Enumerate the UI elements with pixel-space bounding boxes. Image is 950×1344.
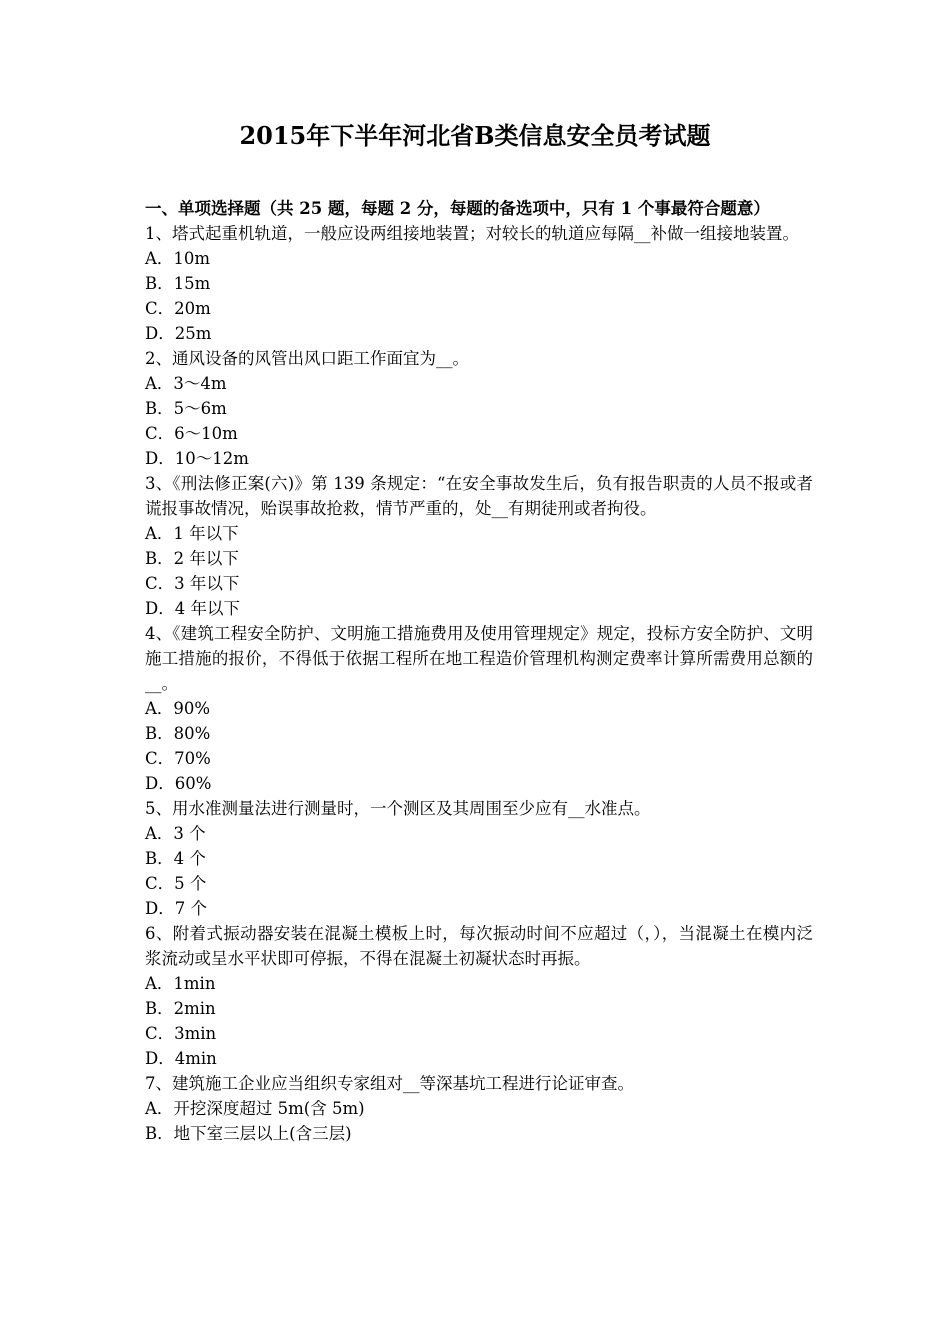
option-a: A．3～4m [145, 374, 227, 393]
question-stem: 2、通风设备的风管出风口距工作面宜为__。 [145, 349, 469, 368]
option-d: D．4 年以下 [145, 599, 240, 618]
question-2 [145, 346, 813, 471]
option-b: B．15m [145, 274, 211, 293]
option-b: B．2min [145, 999, 216, 1018]
question-7 [145, 1071, 813, 1146]
option-b: B．80% [145, 724, 211, 743]
question-stem: 3、《刑法修正案(六)》第 139 条规定：“在安全事故发生后，负有报告职责的人员不报或者谎报事故情况，贻误事故抢救，情节严重的，处__有期徒刑或者拘役。 [145, 474, 813, 518]
question-stem: 7、建筑施工企业应当组织专家组对__等深基坑工程进行论证审查。 [145, 1074, 634, 1093]
option-b: B．2 年以下 [145, 549, 239, 568]
question-5 [145, 796, 813, 921]
option-a: A．1min [145, 974, 216, 993]
option-c: C．5 个 [145, 874, 207, 893]
option-c: C．6～10m [145, 424, 238, 443]
question-stem: 6、附着式振动器安装在混凝土模板上时，每次振动时间不应超过（，），当混凝土在模内泛浆流动或呈水平状即可停振，不得在混凝土初凝状态时再振。 [145, 924, 813, 968]
question-3 [145, 471, 813, 621]
option-d: D．60% [145, 774, 212, 793]
question-stem: 5、用水准测量法进行测量时，一个测区及其周围至少应有__水准点。 [145, 799, 651, 818]
option-c: C．3min [145, 1024, 217, 1043]
option-c: C．3 年以下 [145, 574, 240, 593]
option-b: B．4 个 [145, 849, 206, 868]
option-a: A．3 个 [145, 824, 206, 843]
document-title: 2015年下半年河北省B类信息安全员考试题 [239, 121, 711, 150]
option-d: D．10～12m [145, 449, 249, 468]
option-a: A．90% [145, 699, 211, 718]
section-heading: 一、单项选择题（共 25 题，每题 2 分，每题的备选项中，只有 1 个事最符合题意） [145, 199, 770, 218]
question-stem: 4、《建筑工程安全防护、文明施工措施费用及使用管理规定》规定，投标方安全防护、文明施工措施的报价，不得低于依据工程所在地工程造价管理机构测定费率计算所需费用总额的__。 [145, 624, 813, 693]
option-a: A．1 年以下 [145, 524, 239, 543]
option-b: B．地下室三层以上(含三层) [145, 1124, 352, 1143]
option-d: D．7 个 [145, 899, 207, 918]
option-d: D．4min [145, 1049, 217, 1068]
option-a: A．开挖深度超过 5m(含 5m) [145, 1099, 365, 1118]
option-a: A．10m [145, 249, 211, 268]
question-stem: 1、塔式起重机轨道，一般应设两组接地装置；对较长的轨道应每隔__补做一组接地装置。 [145, 224, 799, 243]
question-6 [145, 921, 813, 1071]
question-4 [145, 621, 813, 796]
option-d: D．25m [145, 324, 212, 343]
document-body [145, 196, 813, 1146]
option-b: B．5～6m [145, 399, 227, 418]
option-c: C．20m [145, 299, 211, 318]
option-c: C．70% [145, 749, 211, 768]
question-1 [145, 221, 813, 346]
